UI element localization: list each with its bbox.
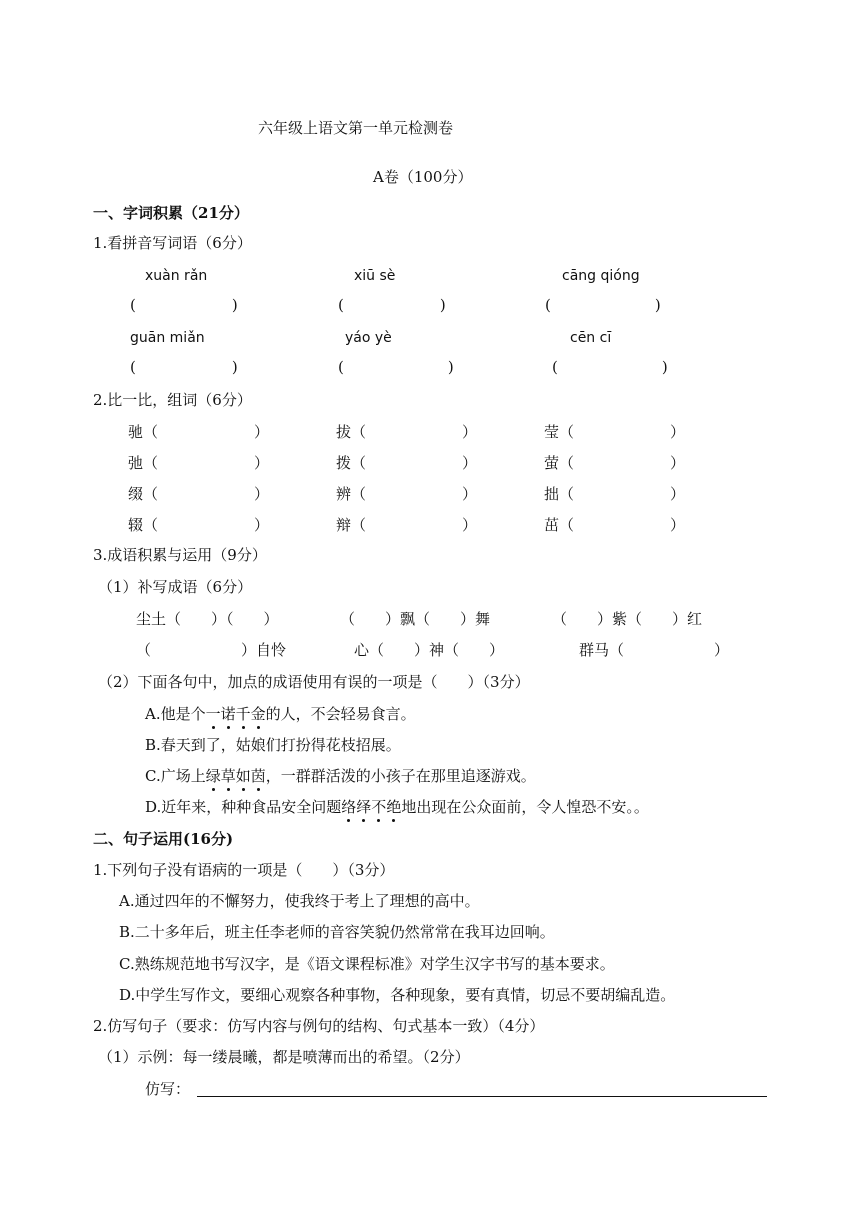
s2-q2-label: 2.仿写句子（要求：仿写内容与例句的结构、句式基本一致）（4分） <box>93 1017 545 1035</box>
option-d: D.近年来，种种食品安全问题络绎不绝地出现在公众面前，令人惶恐不安。。 <box>145 798 649 816</box>
answer-blank[interactable]: ( ) <box>552 358 668 376</box>
imitate-label: 仿写： <box>145 1080 191 1098</box>
s2-q1-label: 1.下列句子没有语病的一项是（ ）（3分） <box>93 861 395 879</box>
section1-heading: 一、字词积累（21分） <box>93 204 249 222</box>
word-blank-open[interactable]: （ <box>143 485 159 503</box>
page-subtitle: A卷（100分） <box>373 168 473 186</box>
compare-char: 弛 <box>128 454 144 472</box>
pinyin-2: xiū sè <box>354 268 396 284</box>
pinyin-5: yáo yè <box>345 330 392 346</box>
word-blank-close[interactable]: ） <box>254 516 270 534</box>
answer-blank[interactable]: ( ) <box>130 358 238 376</box>
compare-item <box>544 484 685 504</box>
imitate-answer-line[interactable] <box>197 1096 767 1097</box>
compare-item <box>544 422 685 442</box>
q3-sub1-label: （1）补写成语（6分） <box>98 578 253 596</box>
word-blank-open[interactable]: （ <box>559 516 575 534</box>
q2-label: 2.比一比，组词（6分） <box>93 391 252 409</box>
s2-q2-sub1: （1）示例：每一缕晨曦，都是喷薄而出的希望。（2分） <box>98 1048 470 1066</box>
compare-char: 拔 <box>336 423 352 441</box>
compare-char: 辨 <box>336 485 352 503</box>
word-blank-close[interactable]: ） <box>462 516 478 534</box>
word-blank-close[interactable]: ） <box>670 454 686 472</box>
pinyin-6: cēn cī <box>570 330 612 346</box>
compare-char: 驰 <box>128 423 144 441</box>
section2-heading: 二、句子运用(16分) <box>93 830 234 848</box>
word-blank-open[interactable]: （ <box>559 423 575 441</box>
word-blank-close[interactable]: ） <box>670 485 686 503</box>
s2-option-a: A.通过四年的不懈努力，使我终于考上了理想的高中。 <box>119 892 480 910</box>
compare-item <box>128 484 269 504</box>
s2-option-c: C.熟练规范地书写汉字，是《语文课程标准》对学生汉字书写的基本要求。 <box>119 955 615 973</box>
compare-char: 萤 <box>544 454 560 472</box>
compare-char: 茁 <box>544 516 560 534</box>
answer-blank[interactable]: ( ) <box>545 296 661 314</box>
idiom-blank-5[interactable]: 心（ ）神（ ） <box>354 641 505 659</box>
compare-item <box>336 484 477 504</box>
pinyin-4: guān miǎn <box>130 330 205 346</box>
compare-char: 拙 <box>544 485 560 503</box>
answer-blank[interactable]: ( ) <box>130 296 238 314</box>
idiom-blank-1[interactable]: 尘土（ ）（ ） <box>136 610 279 628</box>
q3-sub2-label: （2）下面各句中，加点的成语使用有误的一项是（ ）（3分） <box>98 673 530 691</box>
word-blank-close[interactable]: ） <box>254 454 270 472</box>
compare-item <box>128 422 269 442</box>
q3-label: 3.成语积累与运用（9分） <box>93 546 267 564</box>
option-b: B.春天到了，姑娘们打扮得花枝招展。 <box>145 736 401 754</box>
word-blank-open[interactable]: （ <box>143 454 159 472</box>
word-blank-open[interactable]: （ <box>351 516 367 534</box>
compare-char: 辩 <box>336 516 352 534</box>
word-blank-open[interactable]: （ <box>351 454 367 472</box>
compare-item <box>336 515 477 535</box>
idiom-blank-4[interactable]: （ ）自怜 <box>136 641 287 659</box>
compare-item <box>128 515 269 535</box>
compare-item <box>128 453 269 473</box>
word-blank-open[interactable]: （ <box>143 423 159 441</box>
word-blank-close[interactable]: ） <box>670 423 686 441</box>
compare-item <box>336 422 477 442</box>
word-blank-close[interactable]: ） <box>254 485 270 503</box>
s2-option-b: B.二十多年后，班主任李老师的音容笑貌仍然常常在我耳边回响。 <box>119 923 555 941</box>
answer-blank[interactable]: ( ) <box>338 358 454 376</box>
pinyin-3: cāng qióng <box>562 268 640 284</box>
word-blank-open[interactable]: （ <box>351 485 367 503</box>
q1-label: 1.看拼音写词语（6分） <box>93 234 252 252</box>
page-title: 六年级上语文第一单元检测卷 <box>258 119 454 137</box>
compare-char: 辍 <box>128 516 144 534</box>
word-blank-close[interactable]: ） <box>462 423 478 441</box>
word-blank-close[interactable]: ） <box>462 485 478 503</box>
idiom-blank-2[interactable]: （ ）飘（ ）舞 <box>340 610 491 628</box>
compare-item <box>544 453 685 473</box>
compare-char: 拨 <box>336 454 352 472</box>
pinyin-1: xuàn rǎn <box>145 268 208 284</box>
compare-char: 莹 <box>544 423 560 441</box>
word-blank-open[interactable]: （ <box>559 454 575 472</box>
word-blank-open[interactable]: （ <box>351 423 367 441</box>
answer-blank[interactable]: ( ) <box>338 296 446 314</box>
option-c: C.广场上绿草如茵，一群群活泼的小孩子在那里追逐游戏。 <box>145 767 536 785</box>
word-blank-open[interactable]: （ <box>559 485 575 503</box>
idiom-blank-3[interactable]: （ ）紫（ ）红 <box>552 610 703 628</box>
compare-item <box>544 515 685 535</box>
idiom-blank-6[interactable]: 群马（ ） <box>579 641 730 659</box>
compare-char: 缀 <box>128 485 144 503</box>
word-blank-close[interactable]: ） <box>670 516 686 534</box>
word-blank-open[interactable]: （ <box>143 516 159 534</box>
compare-item <box>336 453 477 473</box>
word-blank-close[interactable]: ） <box>462 454 478 472</box>
word-blank-close[interactable]: ） <box>254 423 270 441</box>
s2-option-d: D.中学生写作文，要细心观察各种事物，各种现象，要有真情，切忌不要胡编乱造。 <box>119 986 676 1004</box>
option-a: A.他是个一诺千金的人，不会轻易食言。 <box>145 705 416 723</box>
